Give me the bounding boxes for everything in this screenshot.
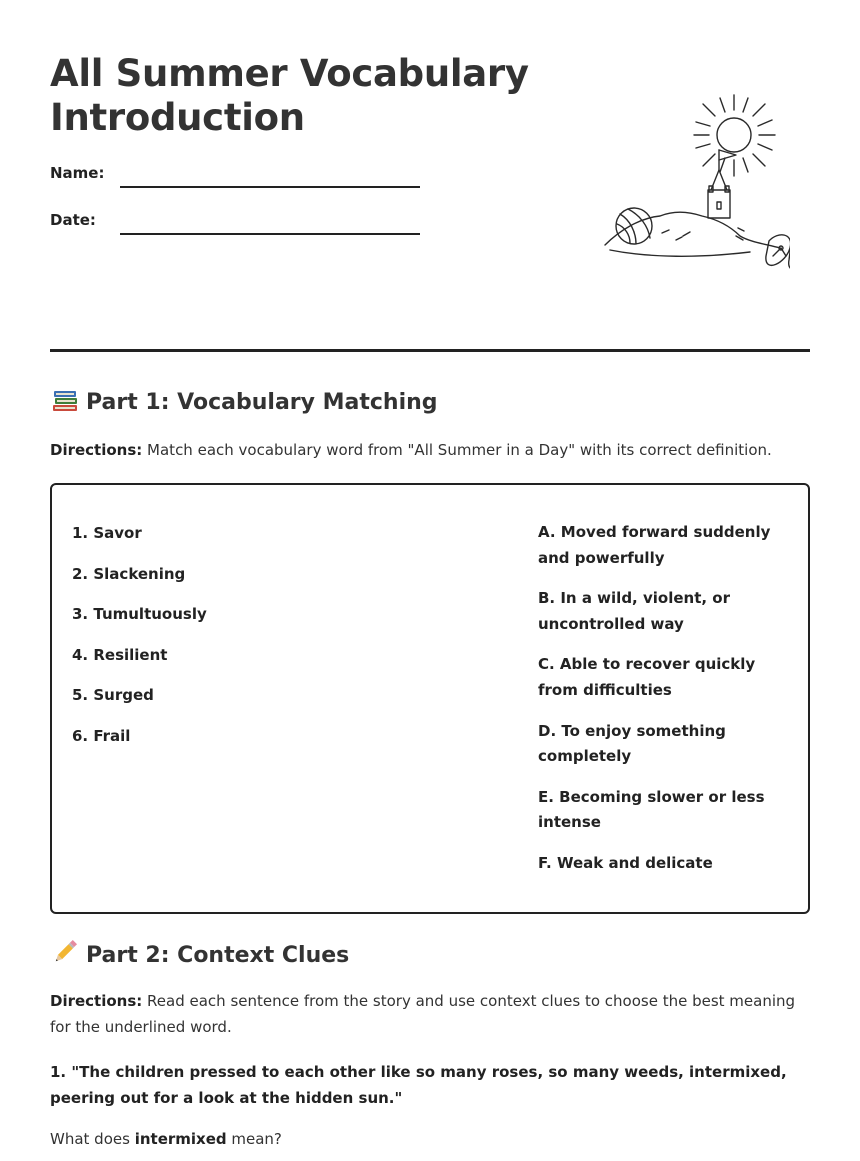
vocab-word: 1. Savor — [72, 524, 142, 542]
vocab-word: 3. Tumultuously — [72, 605, 207, 623]
prompt-after: mean? — [226, 1130, 282, 1148]
beach-clipart-image — [550, 90, 790, 290]
target-word: intermixed — [134, 1130, 227, 1148]
date-field[interactable] — [120, 233, 420, 235]
part2-directions — [50, 988, 810, 1040]
pencil-icon — [50, 938, 80, 966]
definition-item: A. Moved forward suddenly and powerfully — [538, 523, 771, 567]
beach-ball-icon — [616, 208, 652, 244]
part2-title: Part 2: Context Clues — [86, 943, 350, 968]
part2-heading — [50, 938, 349, 968]
part1-directions-label: Directions: — [50, 441, 143, 459]
sandcastle-icon — [708, 150, 736, 218]
part1-heading — [50, 387, 438, 415]
vocab-word: 6. Frail — [72, 726, 131, 745]
definition-item: E. Becoming slower or less intense — [538, 787, 765, 832]
vocab-word: 2. Slackening — [72, 564, 186, 583]
books-icon — [50, 387, 80, 413]
vocab-word: 4. Resilient — [72, 645, 168, 664]
definition-item: D. To enjoy something completely — [538, 721, 726, 766]
question-1-prompt — [50, 1126, 282, 1152]
title-line-1: All Summer Vocabulary — [50, 52, 529, 95]
date-label: Date: — [50, 211, 96, 229]
part1-title: Part 1: Vocabulary Matching — [86, 390, 438, 415]
vocabulary-word-list — [72, 520, 207, 763]
name-label: Name: — [50, 164, 105, 182]
context-question-1: 1. "The children pressed to each other like so many roses, so many weeds, intermixed, peering out for a look at the hidden sun." — [50, 1063, 787, 1107]
part2-directions-label: Directions: — [50, 992, 143, 1010]
worksheet-header — [50, 50, 810, 310]
worksheet-title — [50, 52, 529, 140]
name-field[interactable] — [120, 186, 420, 188]
prompt-before: What does — [50, 1130, 135, 1148]
part2-directions-text: Read each sentence from the story and use context clues to choose the best meaning for the underlined word. — [50, 992, 796, 1036]
part1-directions-text: Match each vocabulary word from "All Summer in a Day" with its correct definition. — [142, 441, 772, 459]
matching-box — [50, 483, 810, 914]
definition-item: F. Weak and delicate — [538, 853, 713, 872]
sun-icon — [694, 95, 775, 176]
definition-item: B. In a wild, violent, or uncontrolled way — [538, 589, 730, 633]
part1-directions — [50, 437, 810, 463]
title-line-2: Introduction — [50, 96, 305, 139]
flip-flops-icon — [766, 235, 790, 270]
vocab-word: 5. Surged — [72, 686, 154, 704]
definition-list — [538, 520, 793, 892]
definition-item: C. Able to recover quickly from difficulties — [538, 655, 756, 699]
sand-mound — [605, 212, 780, 256]
header-divider — [50, 349, 810, 352]
